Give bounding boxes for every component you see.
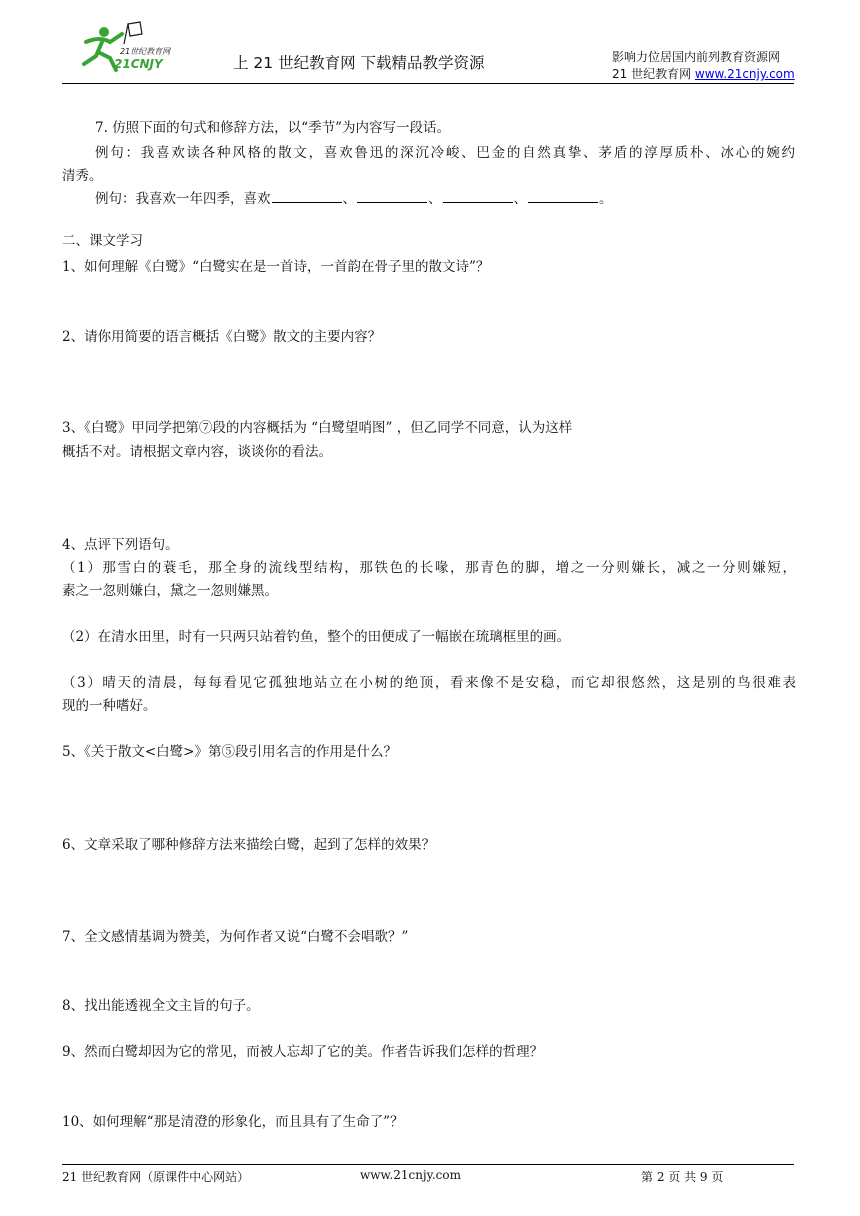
question-10: 10、如何理解“那是清澄的形象化，而且具有了生命了”？ bbox=[62, 1114, 404, 1130]
fill-blank-3[interactable] bbox=[443, 189, 513, 203]
separator: 、 bbox=[428, 191, 442, 207]
question-4-3-line-1: （3）晴天的清晨，每每看见它孤独地站立在小树的绝顶，看来像不是安稳，而它却很悠然，这是别的鸟很难表 bbox=[62, 675, 796, 691]
header-site-name: 21 世纪教育网 bbox=[612, 67, 695, 81]
fill-blank-1[interactable] bbox=[272, 189, 342, 203]
question-4-1-line-2: 素之一忽则嫌白，黛之一忽则嫌黑。 bbox=[62, 583, 278, 599]
section-2-heading: 二、课文学习 bbox=[62, 233, 143, 249]
question-4-2: （2）在清水田里，时有一只两只站着钓鱼，整个的田便成了一幅嵌在琉璃框里的画。 bbox=[62, 629, 571, 645]
question-8: 8、找出能透视全文主旨的句子。 bbox=[62, 998, 260, 1014]
question-6: 6、文章采取了哪种修辞方法来描绘白鹭，起到了怎样的效果？ bbox=[62, 837, 436, 853]
example-1-line-1: 例句：我喜欢读各种风格的散文，喜欢鲁迅的深沉冷峻、巴金的自然真挚、茅盾的淳厚质朴、冰心的婉约 bbox=[95, 145, 795, 161]
question-7-prompt: 7. 仿照下面的句式和修辞方法，以“季节”为内容写一段话。 bbox=[95, 120, 450, 136]
question-2: 2、请你用简要的语言概括《白鹭》散文的主要内容？ bbox=[62, 329, 382, 345]
example-2-line bbox=[95, 189, 795, 209]
logo-text-bottom: 21CNJY bbox=[114, 57, 163, 71]
fill-blank-2[interactable] bbox=[357, 189, 427, 203]
question-4-1-line-1: （1）那雪白的蓑毛，那全身的流线型结构，那铁色的长喙，那青色的脚，增之一分则嫌长，减之一分则嫌短， bbox=[62, 560, 796, 576]
question-3-line-1: 3、《白鹭》甲同学把第⑦段的内容概括为 “白鹭望哨图” ，但乙同学不同意，认为这样 bbox=[62, 420, 573, 436]
separator: 、 bbox=[513, 191, 527, 207]
header-site-link[interactable]: www.21cnjy.com bbox=[694, 67, 795, 81]
question-1: 1、如何理解《白鹭》“白鹭实在是一首诗，一首韵在骨子里的散文诗”？ bbox=[62, 259, 490, 275]
question-9: 9、然而白鹭却因为它的常见，而被人忘却了它的美。作者告诉我们怎样的哲理？ bbox=[62, 1044, 544, 1060]
question-4: 4、点评下列语句。 bbox=[62, 537, 179, 553]
question-7: 7、全文感情基调为赞美，为何作者又说“白鹭不会唱歌？” bbox=[62, 929, 409, 945]
header-slogan: 影响力位居国内前列教育资源网 bbox=[612, 50, 781, 64]
example-1-line-2: 清秀。 bbox=[62, 168, 103, 184]
site-title: 上 21 世纪教育网 下载精品教学资源 bbox=[233, 54, 485, 72]
separator: 、 bbox=[342, 191, 356, 207]
footer-rule bbox=[62, 1164, 794, 1165]
site-logo bbox=[66, 20, 176, 78]
fill-blank-4[interactable] bbox=[528, 189, 598, 203]
example-2-prefix: 例句：我喜欢一年四季，喜欢 bbox=[95, 191, 271, 207]
page-number: 第 2 页 共 9 页 bbox=[641, 1170, 724, 1184]
header-rule bbox=[62, 83, 794, 84]
question-5: 5、《关于散文<白鹭>》第⑤段引用名言的作用是什么？ bbox=[62, 744, 397, 760]
question-4-3-line-2: 现的一种嗜好。 bbox=[62, 698, 157, 714]
period: 。 bbox=[599, 191, 613, 207]
logo-text-top: 21世纪教育网 bbox=[120, 47, 171, 56]
footer-site-name: 21 世纪教育网（原课件中心网站） bbox=[62, 1170, 250, 1184]
header-site-line bbox=[612, 65, 795, 82]
question-3-line-2: 概括不对。请根据文章内容，谈谈你的看法。 bbox=[62, 444, 332, 460]
footer-site-link[interactable]: www.21cnjy.com bbox=[360, 1168, 461, 1182]
